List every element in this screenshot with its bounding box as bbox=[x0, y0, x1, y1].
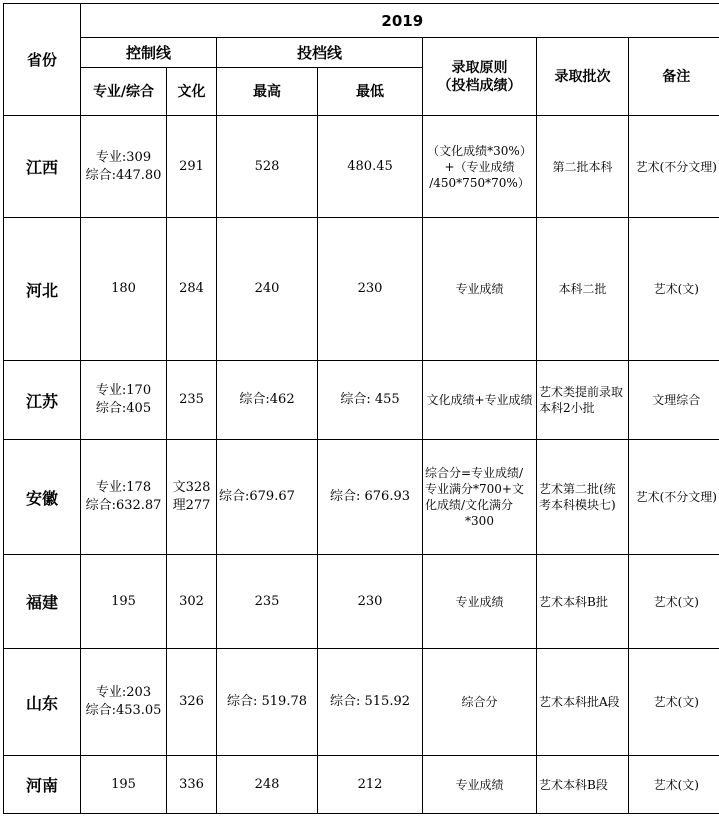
province-cell: 福建 bbox=[4, 555, 81, 649]
culture-cell: 326 bbox=[167, 649, 217, 756]
principle-line: +（专业成绩 bbox=[444, 159, 515, 174]
culture-cell: 235 bbox=[167, 361, 217, 440]
remark-cell: 文理综合 bbox=[629, 361, 719, 440]
province-cell: 江西 bbox=[4, 116, 81, 218]
header-principle-line1: 录取原则 bbox=[451, 59, 508, 76]
principle-line: 综合分=专业成绩/ bbox=[425, 466, 524, 480]
header-principle-line2: （投档成绩） bbox=[437, 77, 522, 94]
principle-line: （文化成绩*30%） bbox=[427, 143, 532, 158]
control-combined: 综合:447.80 bbox=[85, 167, 162, 183]
control-combined: 综合:632.87 bbox=[85, 498, 162, 513]
highest-cell: 综合:679.67 bbox=[217, 440, 318, 555]
batch-cell: 本科二批 bbox=[537, 218, 629, 361]
control-major: 专业:178 bbox=[95, 480, 152, 495]
header-culture: 文化 bbox=[167, 68, 217, 116]
lowest-cell: 230 bbox=[318, 218, 423, 361]
principle-line: 专业满分*700+文 bbox=[425, 482, 524, 496]
lowest-cell: 综合: 455 bbox=[318, 361, 423, 440]
highest-cell: 528 bbox=[217, 116, 318, 218]
batch-cell: 第二批本科 bbox=[537, 116, 629, 218]
remark-cell: 艺术(文) bbox=[629, 555, 719, 649]
principle-cell: 专业成绩 bbox=[423, 218, 537, 361]
lowest-cell: 综合: 676.93 bbox=[318, 440, 423, 555]
control-major: 专业:309 bbox=[95, 149, 152, 165]
control-major: 专业:203 bbox=[95, 685, 152, 700]
control-line-cell: 195 bbox=[81, 756, 167, 814]
highest-cell: 235 bbox=[217, 555, 318, 649]
control-line-cell bbox=[81, 116, 167, 218]
table-row bbox=[4, 116, 719, 218]
highest-cell: 综合:462 bbox=[217, 361, 318, 440]
control-line-cell bbox=[81, 649, 167, 756]
principle-cell bbox=[423, 440, 537, 555]
culture-cell: 文328理277 bbox=[167, 440, 217, 555]
remark-cell: 艺术(不分文理) bbox=[629, 116, 719, 218]
table-row bbox=[4, 218, 719, 361]
highest-cell: 综合: 519.78 bbox=[217, 649, 318, 756]
header-principle bbox=[423, 38, 537, 116]
header-province: 省份 bbox=[4, 4, 81, 116]
header-control-line: 控制线 bbox=[81, 38, 217, 68]
principle-cell: 综合分 bbox=[423, 649, 537, 756]
principle-cell: 专业成绩 bbox=[423, 555, 537, 649]
province-cell: 安徽 bbox=[4, 440, 81, 555]
principle-line: /450*750*70%） bbox=[429, 175, 530, 190]
table-row bbox=[4, 361, 719, 440]
table-row bbox=[4, 555, 719, 649]
header-highest: 最高 bbox=[217, 68, 318, 116]
lowest-cell: 综合: 515.92 bbox=[318, 649, 423, 756]
control-line-cell bbox=[81, 361, 167, 440]
principle-line: *300 bbox=[465, 514, 494, 528]
batch-cell: 艺术本科批A段 bbox=[537, 649, 629, 756]
province-cell: 河北 bbox=[4, 218, 81, 361]
control-combined: 综合:453.05 bbox=[85, 703, 162, 718]
header-year: 2019 bbox=[81, 4, 719, 38]
table-row bbox=[4, 440, 719, 555]
header-tou-dang-line: 投档线 bbox=[217, 38, 423, 68]
province-cell: 山东 bbox=[4, 649, 81, 756]
highest-cell: 240 bbox=[217, 218, 318, 361]
control-line-cell: 195 bbox=[81, 555, 167, 649]
batch-cell: 艺术类提前录取本科2小批 bbox=[537, 361, 629, 440]
header-lowest: 最低 bbox=[318, 68, 423, 116]
culture-cell: 284 bbox=[167, 218, 217, 361]
remark-cell: 艺术(文) bbox=[629, 649, 719, 756]
batch-cell: 艺术本科B批 bbox=[537, 555, 629, 649]
admission-score-table bbox=[3, 3, 719, 814]
control-major: 专业:170 bbox=[95, 383, 152, 398]
header-batch: 录取批次 bbox=[537, 38, 629, 116]
lowest-cell: 480.45 bbox=[318, 116, 423, 218]
principle-cell: 专业成绩 bbox=[423, 756, 537, 814]
highest-cell: 248 bbox=[217, 756, 318, 814]
lowest-cell: 230 bbox=[318, 555, 423, 649]
batch-cell: 艺术本科B段 bbox=[537, 756, 629, 814]
lowest-cell: 212 bbox=[318, 756, 423, 814]
culture-cell: 336 bbox=[167, 756, 217, 814]
principle-cell bbox=[423, 116, 537, 218]
province-cell: 江苏 bbox=[4, 361, 81, 440]
control-combined: 综合:405 bbox=[95, 401, 152, 416]
header-remark: 备注 bbox=[629, 38, 719, 116]
principle-cell: 文化成绩+专业成绩 bbox=[423, 361, 537, 440]
remark-cell: 艺术(文) bbox=[629, 218, 719, 361]
remark-cell: 艺术(不分文理) bbox=[629, 440, 719, 555]
control-line-cell bbox=[81, 440, 167, 555]
batch-cell: 艺术第二批(统考本科模块七) bbox=[537, 440, 629, 555]
table-row bbox=[4, 756, 719, 814]
control-line-cell: 180 bbox=[81, 218, 167, 361]
culture-cell: 291 bbox=[167, 116, 217, 218]
table-row bbox=[4, 649, 719, 756]
remark-cell: 艺术(文) bbox=[629, 756, 719, 814]
culture-cell: 302 bbox=[167, 555, 217, 649]
header-major-combined: 专业/综合 bbox=[81, 68, 167, 116]
principle-line: 化成绩/文化满分 bbox=[425, 498, 514, 512]
province-cell: 河南 bbox=[4, 756, 81, 814]
